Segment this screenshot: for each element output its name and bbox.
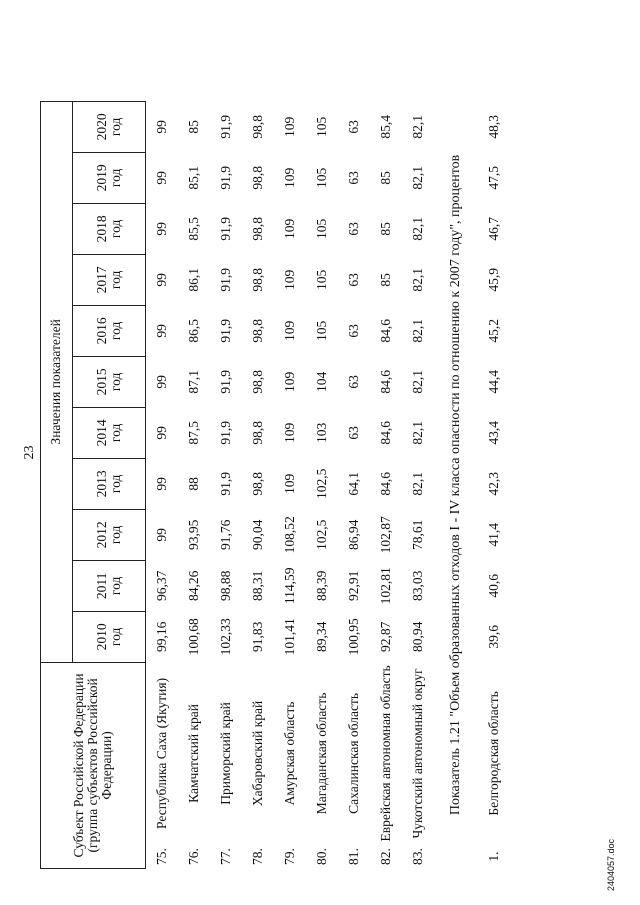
value-cell: 63 bbox=[345, 426, 361, 440]
page-number: 23 bbox=[22, 445, 37, 460]
region-name: Хабаровский край bbox=[249, 700, 265, 807]
year-header: 2013 год bbox=[72, 458, 146, 509]
value-cell: 98,8 bbox=[249, 217, 265, 241]
region-name: Магаданская область bbox=[313, 692, 329, 815]
value-cell: 104 bbox=[313, 371, 329, 392]
year-header: 2012 год bbox=[72, 509, 146, 560]
value-cell: 82,1 bbox=[409, 115, 425, 139]
value-cell: 102,33 bbox=[217, 618, 233, 656]
year-header: 2014 год bbox=[72, 407, 146, 458]
table-row bbox=[210, 101, 242, 868]
value-cell: 99 bbox=[153, 477, 169, 491]
indicator-table bbox=[40, 101, 510, 869]
value-cell: 64,1 bbox=[345, 472, 361, 496]
value-cell: 99 bbox=[153, 273, 169, 287]
value-cell: 91,9 bbox=[217, 268, 233, 292]
value-cell: 91,9 bbox=[217, 370, 233, 394]
year-header: 2020 год bbox=[72, 101, 146, 152]
value-cell: 91,76 bbox=[217, 519, 233, 551]
value-cell: 109 bbox=[281, 371, 297, 392]
table-row bbox=[146, 101, 179, 868]
value-cell: 98,8 bbox=[249, 166, 265, 190]
row-number: 83. bbox=[409, 848, 425, 865]
value-cell: 86,94 bbox=[345, 519, 361, 551]
value-cell: 90,04 bbox=[249, 519, 265, 551]
value-cell: 91,9 bbox=[217, 166, 233, 190]
region-name: Республика Саха (Якутия) bbox=[153, 677, 169, 829]
value-cell: 86,5 bbox=[185, 319, 201, 343]
value-cell: 82,1 bbox=[409, 217, 425, 241]
value-cell: 88,39 bbox=[313, 570, 329, 602]
value-cell: 40,6 bbox=[485, 574, 501, 598]
value-cell: 109 bbox=[281, 116, 297, 137]
value-cell: 100,95 bbox=[345, 618, 361, 656]
value-cell: 102,81 bbox=[377, 567, 393, 605]
value-cell: 109 bbox=[281, 218, 297, 239]
value-cell: 100,68 bbox=[185, 618, 201, 656]
value-cell: 39,6 bbox=[485, 625, 501, 649]
value-cell: 84,6 bbox=[377, 319, 393, 343]
row-number: 81. bbox=[345, 848, 361, 865]
table-row bbox=[274, 101, 306, 868]
value-cell: 91,9 bbox=[217, 421, 233, 445]
value-cell: 91,9 bbox=[217, 115, 233, 139]
value-cell: 99 bbox=[153, 120, 169, 134]
value-cell: 48,3 bbox=[485, 115, 501, 139]
document-filename: 2404057.doc bbox=[606, 838, 616, 891]
value-cell: 105 bbox=[313, 167, 329, 188]
value-cell: 82,1 bbox=[409, 166, 425, 190]
value-cell: 80,94 bbox=[409, 621, 425, 653]
value-cell: 63 bbox=[345, 375, 361, 389]
value-cell: 109 bbox=[281, 422, 297, 443]
value-cell: 83,03 bbox=[409, 570, 425, 602]
value-cell: 84,6 bbox=[377, 370, 393, 394]
subject-column-header: Субъект Российской Федерации (группа субъектов Российской Федерации) bbox=[41, 662, 146, 868]
value-cell: 63 bbox=[345, 273, 361, 287]
value-cell: 45,9 bbox=[485, 268, 501, 292]
value-cell: 82,1 bbox=[409, 319, 425, 343]
table-row bbox=[478, 101, 510, 868]
value-cell: 98,88 bbox=[217, 570, 233, 602]
table-row bbox=[306, 101, 338, 868]
value-cell: 103 bbox=[313, 422, 329, 443]
value-cell: 105 bbox=[313, 218, 329, 239]
value-cell: 45,2 bbox=[485, 319, 501, 343]
value-cell: 109 bbox=[281, 473, 297, 494]
year-header: 2010 год bbox=[72, 611, 146, 662]
value-cell: 84,6 bbox=[377, 472, 393, 496]
value-cell: 85,4 bbox=[377, 115, 393, 139]
table-row bbox=[402, 101, 434, 868]
row-number: 79. bbox=[281, 848, 297, 865]
value-cell: 102,87 bbox=[377, 516, 393, 554]
value-cell: 99 bbox=[153, 528, 169, 542]
value-cell: 91,83 bbox=[249, 621, 265, 653]
value-cell: 105 bbox=[313, 320, 329, 341]
value-cell: 109 bbox=[281, 269, 297, 290]
indicator-caption-row bbox=[434, 101, 478, 868]
region-name: Приморский край bbox=[217, 702, 233, 805]
value-cell: 63 bbox=[345, 120, 361, 134]
value-cell: 99 bbox=[153, 426, 169, 440]
row-number: 82. bbox=[377, 848, 393, 865]
value-cell: 85 bbox=[377, 171, 393, 185]
value-cell: 105 bbox=[313, 116, 329, 137]
value-cell: 43,4 bbox=[485, 421, 501, 445]
value-cell: 108,52 bbox=[281, 516, 297, 554]
value-cell: 98,8 bbox=[249, 370, 265, 394]
year-header: 2018 год bbox=[72, 203, 146, 254]
table-row bbox=[178, 101, 210, 868]
region-name: Еврейская автономная область bbox=[377, 665, 393, 842]
table-row bbox=[370, 101, 402, 868]
year-header: 2017 год bbox=[72, 254, 146, 305]
indicator-caption: Показатель 1.21 "Объем образованных отходов I - IV класса опасности по отношению к 2007 году", процентов bbox=[447, 154, 463, 816]
value-cell: 63 bbox=[345, 171, 361, 185]
value-cell: 102,5 bbox=[313, 468, 329, 500]
value-cell: 44,4 bbox=[485, 370, 501, 394]
table-row bbox=[242, 101, 274, 868]
value-cell: 101,41 bbox=[281, 618, 297, 656]
table-row bbox=[338, 101, 370, 868]
value-cell: 82,1 bbox=[409, 421, 425, 445]
value-cell: 85,1 bbox=[185, 166, 201, 190]
value-cell: 91,9 bbox=[217, 217, 233, 241]
value-cell: 91,9 bbox=[217, 472, 233, 496]
value-cell: 88,31 bbox=[249, 570, 265, 602]
value-cell: 105 bbox=[313, 269, 329, 290]
value-cell: 82,1 bbox=[409, 370, 425, 394]
region-name: Белгородская область bbox=[485, 691, 501, 816]
value-cell: 92,91 bbox=[345, 570, 361, 602]
value-cell: 41,4 bbox=[485, 523, 501, 547]
value-cell: 91,9 bbox=[217, 319, 233, 343]
value-cell: 86,1 bbox=[185, 268, 201, 292]
value-cell: 87,5 bbox=[185, 421, 201, 445]
year-header: 2015 год bbox=[72, 356, 146, 407]
region-name: Чукотский автономный округ bbox=[409, 668, 425, 839]
value-cell: 47,5 bbox=[485, 166, 501, 190]
value-cell: 96,37 bbox=[153, 570, 169, 602]
region-name: Амурская область bbox=[281, 701, 297, 806]
year-header: 2016 год bbox=[72, 305, 146, 356]
year-header: 2019 год bbox=[72, 152, 146, 203]
value-cell: 99 bbox=[153, 375, 169, 389]
row-number: 1. bbox=[485, 851, 501, 862]
value-cell: 63 bbox=[345, 222, 361, 236]
value-cell: 114,59 bbox=[281, 567, 297, 605]
value-cell: 42,3 bbox=[485, 472, 501, 496]
value-cell: 93,95 bbox=[185, 519, 201, 551]
value-cell: 98,8 bbox=[249, 472, 265, 496]
row-number: 75. bbox=[153, 848, 169, 865]
value-cell: 88 bbox=[185, 477, 201, 491]
value-cell: 87,1 bbox=[185, 370, 201, 394]
value-cell: 99 bbox=[153, 222, 169, 236]
value-cell: 82,1 bbox=[409, 268, 425, 292]
row-number: 80. bbox=[313, 848, 329, 865]
value-cell: 78,61 bbox=[409, 519, 425, 551]
value-cell: 82,1 bbox=[409, 472, 425, 496]
value-cell: 84,6 bbox=[377, 421, 393, 445]
value-cell: 98,8 bbox=[249, 421, 265, 445]
value-cell: 98,8 bbox=[249, 268, 265, 292]
value-cell: 84,26 bbox=[185, 570, 201, 602]
value-cell: 85 bbox=[377, 222, 393, 236]
value-cell: 89,34 bbox=[313, 621, 329, 653]
row-number: 76. bbox=[185, 848, 201, 865]
value-cell: 99 bbox=[153, 324, 169, 338]
value-cell: 92,87 bbox=[377, 621, 393, 653]
values-group-header: Значения показателей bbox=[41, 101, 73, 662]
value-cell: 98,8 bbox=[249, 319, 265, 343]
value-cell: 85 bbox=[185, 120, 201, 134]
region-name: Камчатский край bbox=[185, 704, 201, 803]
year-header: 2011 год bbox=[72, 560, 146, 611]
value-cell: 98,8 bbox=[249, 115, 265, 139]
value-cell: 85,5 bbox=[185, 217, 201, 241]
value-cell: 46,7 bbox=[485, 217, 501, 241]
value-cell: 99,16 bbox=[153, 621, 169, 653]
value-cell: 109 bbox=[281, 167, 297, 188]
value-cell: 63 bbox=[345, 324, 361, 338]
row-number: 77. bbox=[217, 848, 233, 865]
value-cell: 102,5 bbox=[313, 519, 329, 551]
value-cell: 85 bbox=[377, 273, 393, 287]
row-number: 78. bbox=[249, 848, 265, 865]
value-cell: 99 bbox=[153, 171, 169, 185]
region-name: Сахалинская область bbox=[345, 693, 361, 814]
table-body bbox=[146, 101, 511, 868]
value-cell: 109 bbox=[281, 320, 297, 341]
